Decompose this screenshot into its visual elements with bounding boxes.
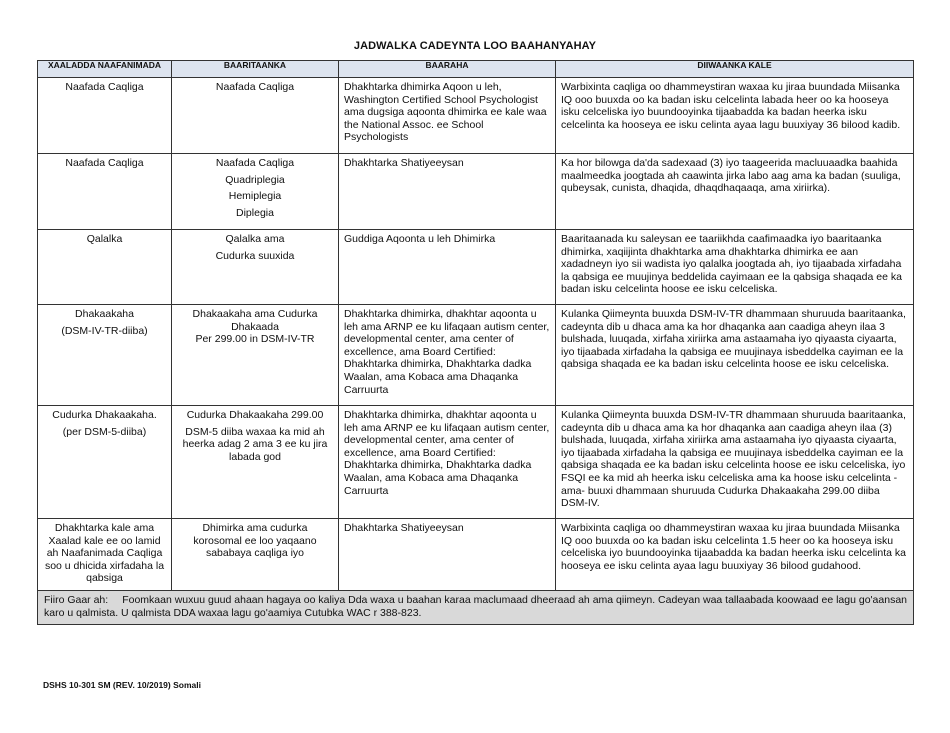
- table-row: [38, 154, 914, 230]
- condition-text: Naafada Caqliga: [65, 157, 144, 169]
- exam-text: Cudurka suuxida: [215, 249, 295, 262]
- table-row: [38, 406, 914, 519]
- exam-text: DSM-5 diiba waxaa ka mid ah heerka adag 2 ama 3 ee ku jira labada god: [182, 425, 328, 463]
- exam-text: Hemiplegia: [228, 190, 282, 203]
- condition-cell: [38, 78, 172, 154]
- examiner-cell: Dhakhtarka dhimirka, dhakhtar aqoonta u leh ama ARNP ee ku lifaqaan autism center, developmental center, ama center of excellence, ama Board Certified: Dhakhtarka dhimirka, Dhakhtarka dadka Waalan, ama Kobaca ama Dhaqanka Carruurta: [339, 305, 556, 406]
- note-cell: [38, 591, 914, 625]
- exam-text: Dhimirka ama cudurka korosomal ee loo yaqaano sababaya caqliga iyo: [193, 522, 317, 560]
- exam-cell: [172, 519, 339, 591]
- table-row: [38, 230, 914, 305]
- records-cell: Kulanka Qiimeynta buuxda DSM-IV-TR dhammaan shuruuda baaritaanka, cadeynta dib u dhaca ama ka hor dhaqanka aan caadiga aheyn ilaa (3) bulshada, luuqada, xirfaha xiriirka ama astaamaha iyo qiyaasta ciyaarta, iyo tijaabada xirfadaha la qabsiga ee muujinaya isbeddelka cayiman ee la qabsiga shaqada ee ka badan isku celcelinta hoose ee isku celceliska, iyo FSQI ee ka mid ah heerka isku celceliska ama ka hoose isku celcelinta -ama- buuxi dhammaan shuruuda Cudurka Dhakaakaha 299.00 diiba DSM-IV.: [556, 406, 914, 519]
- note-text: Foomkaan wuxuu guud ahaan hagaya oo kaliya Dda waxa u baahan karaa maclumaad dheeraad ah ama qiimeyn. Cadeyan waa tallaabada koowaad ee lagu go'aansan karo u qalmista. U qalmista DDA waxaa lagu go'aamiya Cutubka WAC r 388-823.: [44, 594, 908, 619]
- records-cell: Warbixinta caqliga oo dhammeystiran waxaa ku jiraa buundada Miisanka IQ ooo buuxda oo ka badan isku celcelinta labada heer oo ka hooseya isku celceliska iyo buundooyinka tijaabadda ka badan heerka isku celcelinta ka hooseya ee isku celinta ayaa lagu buuxiyay 36 bilood kadib.: [556, 78, 914, 154]
- column-header-condition: XAALADDA NAAFANIMADA: [38, 61, 172, 78]
- exam-text: Naafada Caqliga: [215, 81, 295, 93]
- exam-cell: [172, 154, 339, 230]
- records-cell: Baaritaanada ku saleysan ee taariikhda caafimaadka iyo baaritaanka dhimirka, xaqiijinta dhakhtarka ama dhakhtarka dhimirka ee aan xadadneyn iyo sii wadista iyo qalalka joogtada ah, iyo tijaabada xirfadaha la qabsiga ee muujinya beddelida cayimaan ee la qabsiga shaqada ee ka badan isku celcelinta hoose ee isku celceliska.: [556, 230, 914, 305]
- condition-text: (per DSM-5-diiba): [62, 425, 147, 438]
- exam-text: Naafada Caqliga: [215, 157, 295, 169]
- condition-text: Cudurka Dhakaakaha.: [52, 409, 157, 421]
- exam-text: Per 299.00 in DSM-IV-TR: [195, 333, 315, 346]
- condition-text: Dhakhtarka kale ama Xaalad kale ee oo lamid ah Naafanimada Caqliga soo u dhicida xirfadaha la qabsiga: [44, 522, 165, 585]
- examiner-cell: Guddiga Aqoonta u leh Dhimirka: [339, 230, 556, 305]
- column-header-exam: BAARITAANKA: [172, 61, 339, 78]
- page-title: JADWALKA CADEYNTA LOO BAAHANYAHAY: [353, 40, 597, 52]
- condition-text: (DSM-IV-TR-diiba): [61, 324, 148, 337]
- records-cell: Warbixinta caqliga oo dhammeystiran waxaa ku jiraa buundada Miisanka IQ ooo buuxda oo ka badan isku celcelinta 1.5 heer oo ka hooseya isku celceliska iyo buundooyinka tijaabadda ka badan heerka isku celcelinta ka hooseya ee isku celinta ayaa lagu buuxiyay 36 bilood gudahood.: [556, 519, 914, 591]
- condition-cell: [38, 406, 172, 519]
- note-row: [38, 591, 914, 625]
- exam-cell: [172, 230, 339, 305]
- column-header-examiner: BAARAHA: [339, 61, 556, 78]
- examiner-cell: Dhakhtarka Shatiyeeysan: [339, 519, 556, 591]
- exam-cell: [172, 305, 339, 406]
- table-row: [38, 78, 914, 154]
- exam-text: Qalalka ama: [225, 233, 285, 245]
- records-cell: Ka hor bilowga da'da sadexaad (3) iyo taageerida macluuaadka baahida maalmeedka joogtada ah caawinta jirka labo aag ama ka badan (suuliga, qubeysak, cunista, dhaqida, dhaqdhaqaaqa, ama xiriirka).: [556, 154, 914, 230]
- condition-cell: [38, 230, 172, 305]
- note-label: Fiiro Gaar ah:: [44, 594, 109, 606]
- condition-cell: [38, 305, 172, 406]
- records-cell: Kulanka Qiimeynta buuxda DSM-IV-TR dhammaan shuruuda baaritaanka, cadeynta dib u dhaca ama ka hor dhaqanka aan caadiga aheyn ilaa 3 bulshada, luuqada, xirfaha xiriirka ama astaamaha iyo qiyaasta ciyaarta, iyo tijaabada xirfadaha la qabsiga ee muujinaya isbeddelka cayiman ee la qabsiga shaqada ee ka badan isku celcelinta hoose ee isku celceliska.: [556, 305, 914, 406]
- requirements-table: [37, 60, 914, 625]
- exam-cell: [172, 78, 339, 154]
- condition-text: Dhakaakaha: [75, 308, 134, 320]
- table-row: [38, 519, 914, 591]
- exam-text: Diplegia: [236, 206, 274, 219]
- condition-text: Qalalka: [86, 233, 123, 245]
- form-footer: DSHS 10-301 SM (REV. 10/2019) Somali: [43, 680, 201, 690]
- examiner-cell: Dhakhtarka dhimirka, dhakhtar aqoonta u leh ama ARNP ee ku lifaqaan autism center, developmental center, ama center of excellence, ama Board Certified: Dhakhtarka dhimirka, Dhakhtarka dadka Waalan, ama Kobaca ama Dhaqanka Carruurta: [339, 406, 556, 519]
- condition-text: Naafada Caqliga: [65, 81, 144, 93]
- column-header-records: DIIWAANKA KALE: [556, 61, 914, 78]
- examiner-cell: Dhakhtarka Shatiyeeysan: [339, 154, 556, 230]
- exam-text: Cudurka Dhakaakaha 299.00: [186, 409, 324, 421]
- condition-cell: [38, 519, 172, 591]
- exam-cell: [172, 406, 339, 519]
- examiner-cell: Dhakhtarka dhimirka Aqoon u leh, Washington Certified School Psychologist ama dugsiga aqoonta dhimirka ee kale waa the National Assoc. ee School Psychologists: [339, 78, 556, 154]
- condition-cell: [38, 154, 172, 230]
- table-header-row: [38, 61, 914, 78]
- exam-text: Quadriplegia: [225, 173, 285, 186]
- exam-text: Dhakaakaha ama Cudurka Dhakaada: [192, 308, 318, 333]
- table-row: [38, 305, 914, 406]
